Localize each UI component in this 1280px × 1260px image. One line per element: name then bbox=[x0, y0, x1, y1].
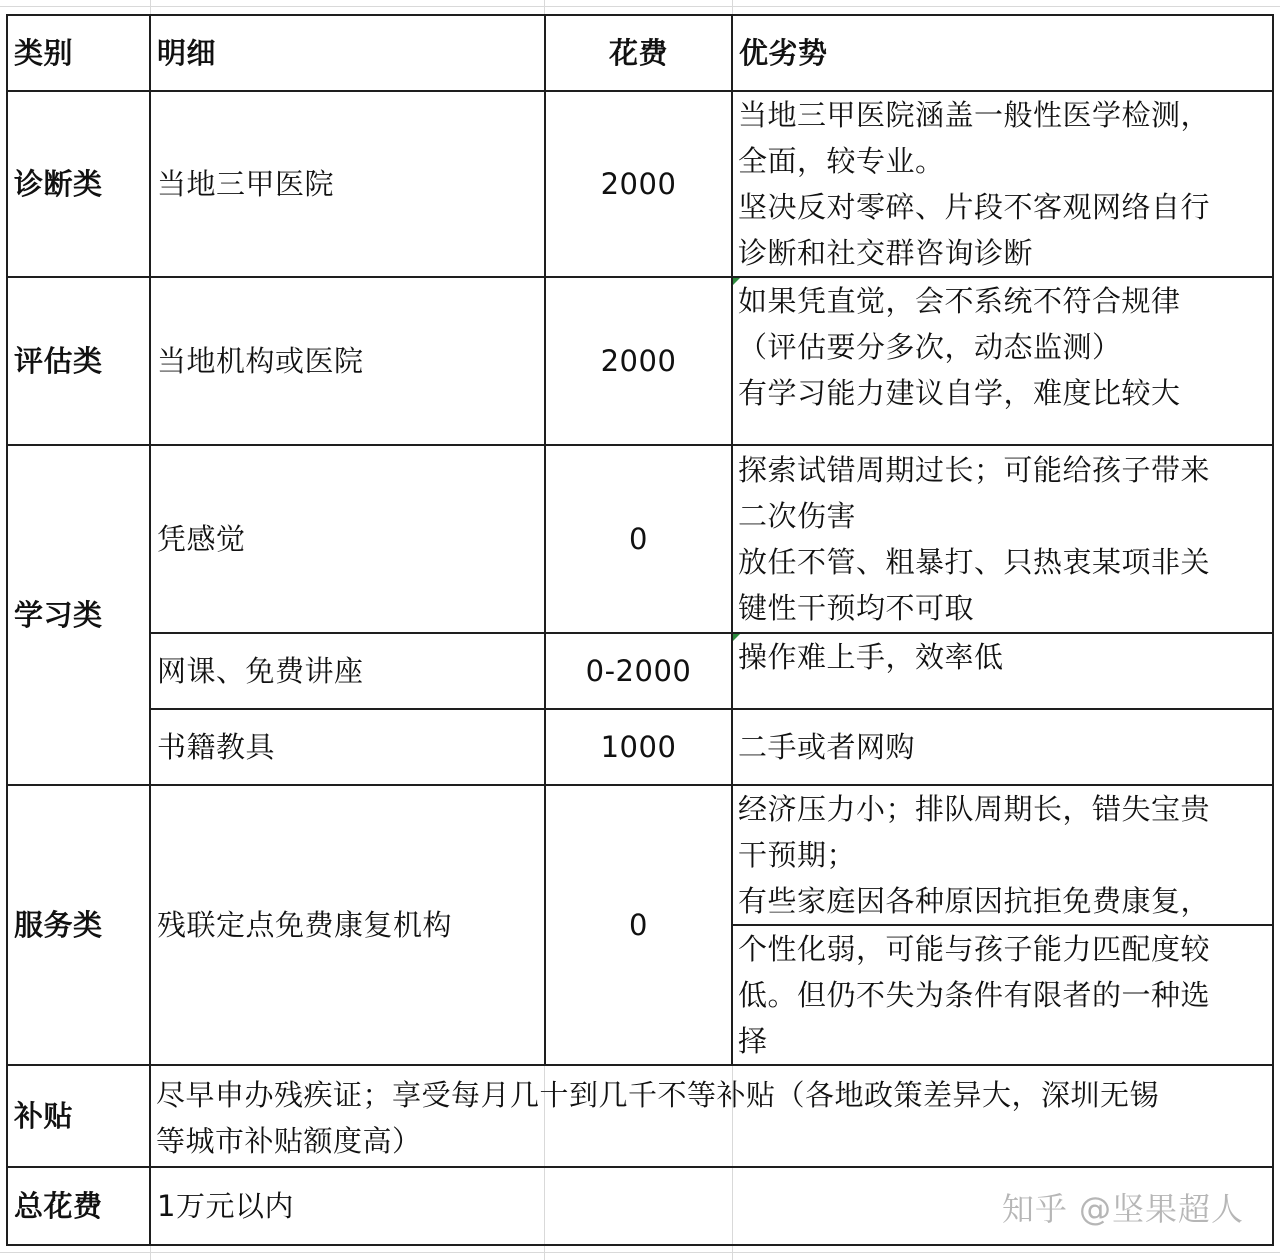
table-border bbox=[1272, 14, 1274, 1246]
header-pros-cons: 优劣势 bbox=[739, 36, 828, 70]
header-cost: 花费 bbox=[608, 36, 668, 70]
sheet-gridline bbox=[0, 6, 1280, 7]
cost-cell: 0 bbox=[629, 908, 648, 942]
pros-cons-cell: 二手或者网购 bbox=[738, 730, 916, 764]
comment-marker bbox=[733, 634, 740, 641]
total-cost-content: 1万元以内 bbox=[157, 1189, 294, 1223]
category-assessment: 评估类 bbox=[14, 344, 103, 378]
watermark: 知乎 @坚果超人 bbox=[1001, 1190, 1244, 1228]
pros-cons-cell: 如果凭直觉，会不系统不符合规律 （评估要分多次，动态监测） 有学习能力建议自学，难度比较大 bbox=[738, 284, 1181, 410]
detail-cell: 网课、免费讲座 bbox=[157, 654, 364, 688]
detail-cell: 书籍教具 bbox=[157, 730, 276, 764]
table-border bbox=[6, 1244, 1274, 1246]
pros-cons-cell: 当地三甲医院涵盖一般性医学检测， 全面，较专业。 坚决反对零碎、片段不客观网络自行 诊断和社交群咨询诊断 bbox=[738, 98, 1211, 270]
detail-cell: 当地机构或医院 bbox=[157, 344, 364, 378]
pros-cons-cell: 经济压力小；排队周期长，错失宝贵 干预期； 有些家庭因各种原因抗拒免费康复， bbox=[738, 792, 1211, 918]
cost-cell: 0-2000 bbox=[585, 654, 692, 688]
table-border bbox=[6, 1064, 1274, 1066]
subsidy-content: 尽早申办残疾证；享受每月几十到几千不等补贴（各地政策差异大，深圳无锡 等城市补贴额度高） bbox=[156, 1078, 1160, 1158]
pros-cons-cell: 操作难上手，效率低 bbox=[738, 640, 1004, 674]
sheet-gridline bbox=[0, 1252, 1280, 1253]
header-category: 类别 bbox=[14, 36, 74, 70]
pros-cons-cell: 个性化弱，可能与孩子能力匹配度较 低。但仍不失为条件有限者的一种选 择 bbox=[738, 932, 1211, 1058]
cost-cell: 1000 bbox=[600, 730, 677, 764]
category-learning: 学习类 bbox=[14, 598, 103, 632]
pros-cons-cell: 探索试错周期过长；可能给孩子带来 二次伤害 放任不管、粗暴打、只热衷某项非关 键性干预均不可取 bbox=[738, 453, 1211, 625]
detail-cell: 凭感觉 bbox=[157, 522, 246, 556]
cost-cell: 2000 bbox=[600, 167, 677, 201]
category-service: 服务类 bbox=[14, 908, 103, 942]
detail-cell: 当地三甲医院 bbox=[157, 167, 335, 201]
cost-cell: 2000 bbox=[600, 344, 677, 378]
comment-marker bbox=[733, 278, 740, 285]
category-total-cost: 总花费 bbox=[14, 1189, 103, 1223]
header-detail: 明细 bbox=[157, 36, 217, 70]
detail-cell: 残联定点免费康复机构 bbox=[157, 908, 453, 942]
cost-cell: 0 bbox=[629, 522, 648, 556]
category-subsidy: 补贴 bbox=[14, 1099, 74, 1133]
category-diagnosis: 诊断类 bbox=[14, 167, 103, 201]
